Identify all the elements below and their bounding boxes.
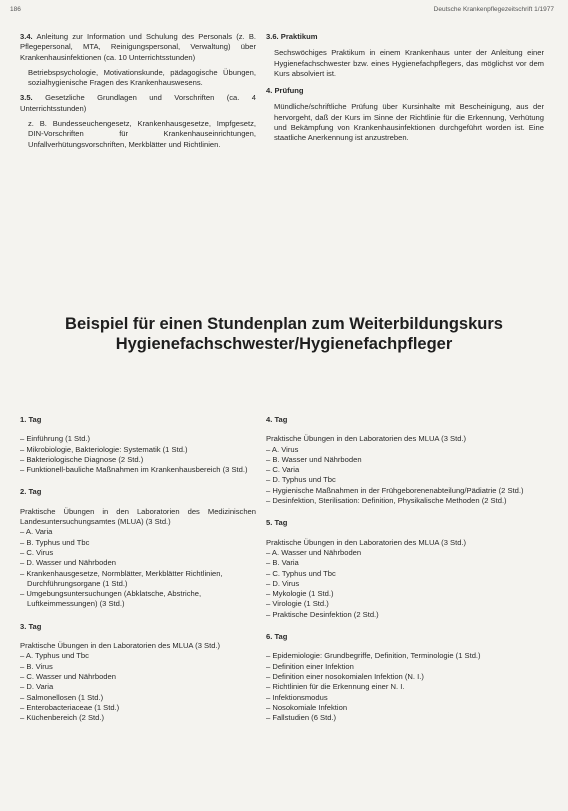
list-item: – Virologie (1 Std.) bbox=[266, 599, 329, 609]
list-item: – C. Virus bbox=[20, 547, 54, 557]
list-item: – Praktische Desinfektion (2 Std.) bbox=[266, 609, 379, 619]
list-item: – C. Varia bbox=[266, 465, 300, 475]
section-3-6-text: Sechswöchiges Praktikum in einem Krankenhaus unter der Anleitung einer Hygienefachschwester bzw. eines Hygienefachpflegers, das möglichst vor dem Kurs absolviert ist. bbox=[274, 48, 544, 78]
day-4-intro: Praktische Übungen in den Laboratorien des MLUA (3 Std.) bbox=[266, 434, 467, 444]
schedule-title bbox=[0, 314, 568, 354]
day-4-title: 4. Tag bbox=[266, 415, 288, 424]
list-item: – C. Typhus und Tbc bbox=[266, 568, 336, 578]
left-column-schedule bbox=[20, 415, 256, 735]
list-item: – A. Virus bbox=[266, 444, 299, 454]
list-item: – Desinfektion, Sterilisation: Definition, Physikalische Methoden (2 Std.) bbox=[266, 496, 507, 506]
day-5-title: 5. Tag bbox=[266, 518, 288, 528]
list-item: – A. Varia bbox=[20, 527, 53, 537]
day-2-intro: Praktische Übungen in den Laboratorien des Medizinischen Landesuntersuchungsamtes (MLUA) (3 Std.) bbox=[20, 506, 256, 527]
list-item: – C. Wasser und Nährboden bbox=[20, 671, 116, 681]
list-item: – Mikrobiologie, Bakteriologie: Systematik (1 Std.) bbox=[20, 444, 188, 454]
day-5 bbox=[266, 518, 544, 620]
section-3-5-number: 3.5. bbox=[20, 93, 33, 103]
section-3-4 bbox=[20, 32, 256, 63]
day-4 bbox=[266, 415, 544, 506]
day-1 bbox=[20, 415, 256, 475]
section-3-5-text: Gesetzliche Grundlagen und Vorschriften (ca. 4 Unterrichtsstunden) bbox=[20, 93, 256, 113]
list-item: – Umgebungsuntersuchungen (Abklatsche, Abstriche, Luftkeimmessungen) (3 Std.) bbox=[20, 589, 202, 609]
list-item: – Infektionsmodus bbox=[266, 692, 328, 702]
list-item: – Nosokomiale Infektion bbox=[266, 702, 348, 712]
section-3-5 bbox=[20, 93, 256, 114]
section-3-4-number: 3.4. bbox=[20, 32, 33, 41]
section-3-6-heading: 3.6. Praktikum bbox=[266, 32, 318, 41]
section-4-heading: 4. Prüfung bbox=[266, 86, 304, 96]
page-header bbox=[10, 6, 554, 18]
day-6-title: 6. Tag bbox=[266, 632, 288, 642]
list-item: – B. Wasser und Nährboden bbox=[266, 454, 362, 464]
list-item: – Krankenhausgesetze, Normblätter, Merkblätter Richtlinien, Durchführungsorgane (1 Std.) bbox=[20, 568, 223, 588]
journal-reference: Deutsche Krankenpflegezeitschrift 1/1977 bbox=[433, 6, 554, 13]
right-column-schedule bbox=[266, 415, 544, 735]
section-3-4-detail: Betriebspsychologie, Motivationskunde, pädagogische Übungen, sozialhygienische Fragen des Krankenhauswesens. bbox=[28, 67, 256, 88]
list-item: – Epidemiologie: Grundbegriffe, Definition, Terminologie (1 Std.) bbox=[266, 651, 481, 661]
list-item: – Fallstudien (6 Std.) bbox=[266, 713, 337, 723]
schedule-title-line-2: Hygienefachschwester/Hygienefachpfleger bbox=[115, 335, 453, 353]
list-item: – D. Varia bbox=[20, 682, 54, 692]
day-3-title: 3. Tag bbox=[20, 621, 42, 631]
day-1-title: 1. Tag bbox=[20, 415, 42, 424]
page-number: 186 bbox=[10, 6, 21, 13]
list-item: – B. Typhus und Tbc bbox=[20, 537, 90, 547]
day-2-title: 2. Tag bbox=[20, 487, 42, 497]
day-3-intro: Praktische Übungen in den Laboratorien des MLUA (3 Std.) bbox=[20, 641, 221, 651]
list-item: – D. Wasser und Nährboden bbox=[20, 558, 116, 568]
day-3 bbox=[20, 622, 256, 724]
list-item: – Enterobacteriaceae (1 Std.) bbox=[20, 702, 120, 712]
list-item: – B. Varia bbox=[266, 558, 299, 568]
list-item: – D. Virus bbox=[266, 578, 300, 588]
list-item: – B. Virus bbox=[20, 661, 53, 671]
list-item: – Mykologie (1 Std.) bbox=[266, 589, 334, 599]
list-item: – Hygienische Maßnahmen in der Frühgeborenenabteilung/Pädiatrie (2 Std.) bbox=[266, 485, 524, 495]
list-item: – A. Typhus und Tbc bbox=[20, 651, 89, 661]
list-item: – Richtlinien für die Erkennung einer N. I. bbox=[266, 682, 405, 692]
left-column-top bbox=[20, 32, 256, 155]
list-item: – A. Wasser und Nährboden bbox=[266, 547, 362, 557]
section-4-text: Mündliche/schriftliche Prüfung über Kursinhalte mit Bescheinigung, aus der hervorgeht, daß der Kurs im Sinne der Richtlinie für die Erkennung, Verhütung und Bekämpfung von Krankenhausinfektionen durchgeführt worden ist. Eine staatliche Anerkennung ist anzustreben. bbox=[274, 102, 544, 143]
list-item: – Küchenbereich (2 Std.) bbox=[20, 713, 105, 723]
list-item: – Bakteriologische Diagnose (2 Std.) bbox=[20, 454, 144, 464]
list-item: – Funktionell-bauliche Maßnahmen im Krankenhausbereich (3 Std.) bbox=[20, 465, 248, 475]
list-item: – Einführung (1 Std.) bbox=[20, 434, 91, 444]
section-3-5-detail: z. B. Bundesseuchengesetz, Krankenhausgesetze, Impfgesetz, DIN-Vorschriften für Krankenhauseinrichtungen, Unfallverhütungsvorschriften, Merkblätter und Richtlinien. bbox=[28, 119, 256, 149]
list-item: – D. Typhus und Tbc bbox=[266, 475, 336, 485]
day-2 bbox=[20, 487, 256, 609]
schedule-title-line-1: Beispiel für einen Stundenplan zum Weiterbildungskurs bbox=[65, 315, 503, 333]
list-item: – Salmonellosen (1 Std.) bbox=[20, 692, 104, 702]
list-item: – Definition einer Infektion bbox=[266, 661, 354, 671]
list-item: – Definition einer nosokomialen Infektion (N. I.) bbox=[266, 671, 424, 681]
day-5-intro: Praktische Übungen in den Laboratorien des MLUA (3 Std.) bbox=[266, 537, 467, 547]
right-column-top bbox=[266, 32, 544, 149]
day-6 bbox=[266, 632, 544, 723]
section-3-4-text: Anleitung zur Information und Schulung des Personals (z. B. Pflegepersonal, MTA, Reinigungspersonal, Verwaltung) über Krankenhausinfektionen (ca. 10 Unterrichtsstunden) bbox=[20, 32, 256, 62]
